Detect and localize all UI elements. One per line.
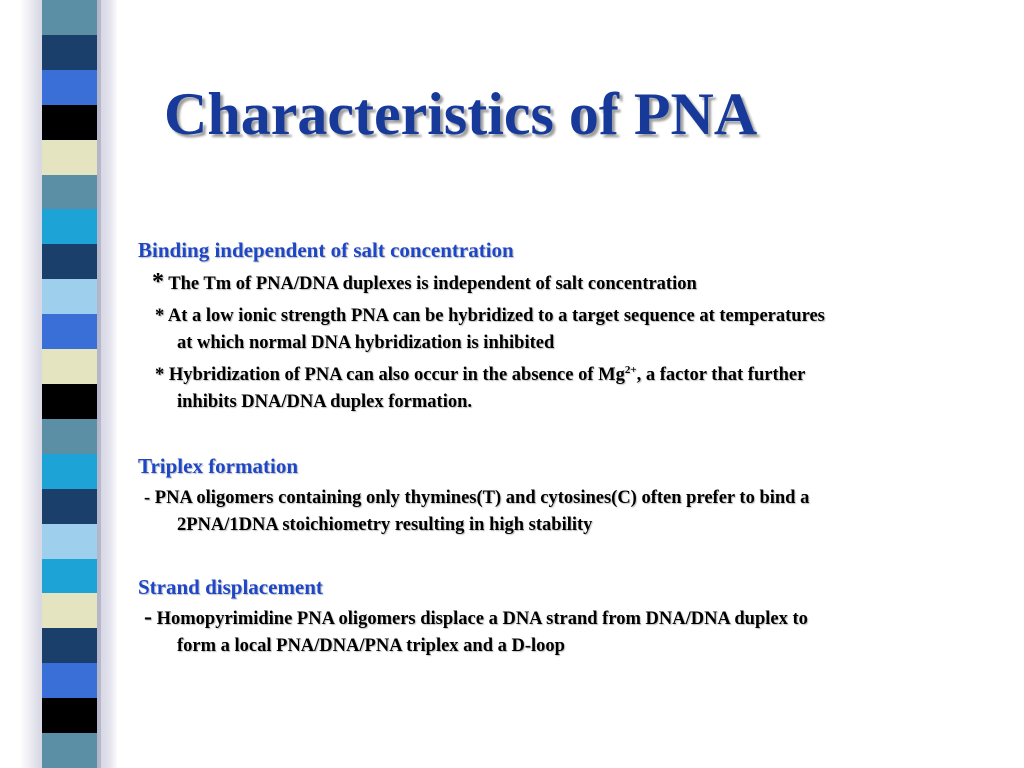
bullet-text: The Tm of PNA/DNA duplexes is independent of salt concentration: [168, 274, 697, 294]
bullet-text-continued: form a local PNA/DNA/PNA triplex and a D-loop: [177, 636, 565, 656]
stripe-segment: [42, 244, 97, 279]
stripe-segment: [42, 489, 97, 524]
bullet-text-continued: inhibits DNA/DNA duplex formation.: [177, 392, 473, 412]
bullet-marker: *: [152, 269, 164, 295]
stripe-segment: [42, 454, 97, 489]
stripe-segment: [42, 209, 97, 244]
slide-body: [138, 238, 988, 660]
bullet-text: Homopyrimidine PNA oligomers displace a DNA strand from DNA/DNA duplex to: [156, 609, 808, 629]
bullet-item: [138, 303, 988, 357]
stripe-segment: [42, 524, 97, 559]
section-triplex: [138, 454, 988, 539]
bullet-item: [138, 362, 988, 416]
stripe-segment: [42, 105, 97, 140]
stripe-segment: [42, 70, 97, 105]
stripe-segment: [42, 698, 97, 733]
section-heading: Strand displacement: [138, 575, 323, 599]
section-strand-displacement: [138, 575, 988, 660]
bullet-marker: *: [155, 306, 165, 326]
slide-title: Characteristics of PNA: [164, 81, 758, 147]
bullet-marker: *: [155, 365, 165, 385]
stripe-segment: [42, 35, 97, 70]
bullet-item: [138, 269, 988, 298]
stripe-segment: [42, 628, 97, 663]
section-salt: [138, 238, 988, 416]
stripe-segment: [42, 593, 97, 628]
bullet-text: At a low ionic strength PNA can be hybridized to a target sequence at temperatures: [167, 306, 825, 326]
bullet-text-tail: , a factor that further: [636, 365, 806, 385]
bullet-text: PNA oligomers containing only thymines(T) and cytosines(C) often prefer to bind a: [154, 488, 810, 508]
section-heading: Binding independent of salt concentration: [138, 238, 514, 262]
section-heading: Triplex formation: [138, 454, 299, 478]
bullet-text-continued: at which normal DNA hybridization is inhibited: [177, 333, 555, 353]
decorative-stripe-bar: [42, 0, 97, 768]
stripe-segment: [42, 559, 97, 594]
stripe-segment: [42, 175, 97, 210]
stripe-segment: [42, 140, 97, 175]
stripe-segment: [42, 349, 97, 384]
bullet-item: [138, 485, 988, 539]
superscript: 2+: [624, 363, 637, 376]
stripe-segment: [42, 0, 97, 35]
stripe-segment: [42, 663, 97, 698]
stripe-segment: [42, 733, 97, 768]
stripe-segment: [42, 279, 97, 314]
stripe-segment: [42, 384, 97, 419]
stripe-segment: [42, 419, 97, 454]
bullet-marker: -: [144, 604, 152, 630]
bullet-text-continued: 2PNA/1DNA stoichiometry resulting in high stability: [177, 515, 593, 535]
bullet-text: Hybridization of PNA can also occur in the absence of Mg: [168, 365, 625, 385]
decorative-stripe-edge: [97, 0, 101, 768]
bullet-item: [138, 604, 988, 660]
stripe-segment: [42, 314, 97, 349]
bullet-marker: -: [144, 488, 151, 508]
